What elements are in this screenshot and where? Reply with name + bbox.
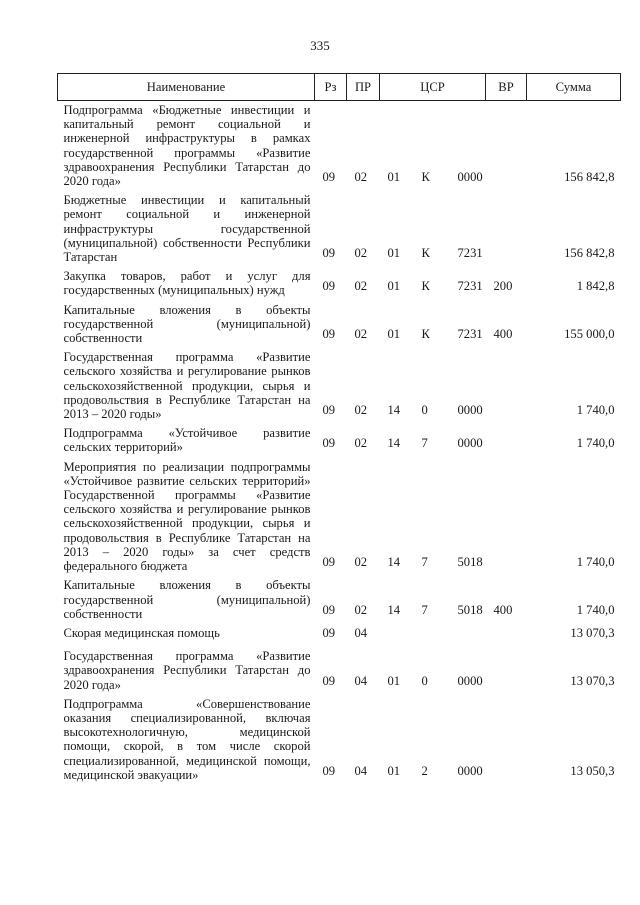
row-rz: 09: [322, 246, 336, 261]
table-row: [58, 264, 621, 297]
row-vr: [486, 455, 527, 574]
row-pr: 02: [354, 555, 368, 570]
row-sum: 1 740,0: [576, 555, 615, 570]
table-row: [58, 692, 621, 782]
header-vr: ВР: [486, 74, 527, 101]
row-pr: 04: [354, 673, 368, 688]
row-csr-program: 01: [387, 170, 401, 185]
row-csr-subprogram: 7: [421, 436, 428, 451]
row-csr-direction: 0000: [457, 673, 483, 688]
row-csr-direction: 5018: [457, 555, 483, 570]
row-vr: [486, 421, 527, 454]
row-name: Мероприятия по реализации подпрограммы «Устойчивое развитие сельских территорий» Государственной программы «Развитие сельского хозяйства и регулирование рынков сельскохозяйственной продукции, сырья и продовольствия в Республике Татарстан на 2013 – 2020 годы» за счет средств федерального бюджета: [63, 459, 311, 574]
header-sum: Сумма: [527, 74, 621, 101]
row-vr: 200: [493, 279, 513, 294]
row-name: Подпрограмма «Устойчивое развитие сельских территорий»: [63, 426, 311, 455]
row-csr-direction: [438, 621, 486, 644]
row-rz: 09: [322, 673, 336, 688]
table-row: [58, 644, 621, 692]
row-csr-program: 14: [387, 436, 401, 451]
row-csr-program: 01: [387, 763, 401, 778]
row-pr: 04: [354, 763, 368, 778]
header-name: Наименование: [58, 74, 315, 101]
table-row: [58, 573, 621, 621]
row-pr: 02: [354, 602, 368, 617]
row-csr-subprogram: К: [421, 279, 430, 294]
row-name: Подпрограмма «Бюджетные инвестиции и капитальный ремонт социальной и инженерной инфраструктуры в рамках государственной программы «Развитие здравоохранения Республики Татарстан до 2020 года»: [63, 103, 311, 189]
row-vr: [486, 101, 527, 189]
table-header-row: [58, 74, 621, 101]
row-name: Капитальные вложения в объекты государственной (муниципальной) собственности: [63, 302, 311, 346]
row-csr-program: [380, 621, 414, 644]
row-vr: 400: [493, 327, 513, 342]
budget-table: [57, 73, 621, 782]
row-rz: 09: [322, 279, 336, 294]
row-csr-direction: 0000: [457, 170, 483, 185]
row-csr-program: 01: [387, 246, 401, 261]
row-name: Капитальные вложения в объекты государственной (муниципальной) собственности: [63, 578, 311, 621]
row-name: Закупка товаров, работ и услуг для государственных (муниципальных) нужд: [63, 269, 311, 298]
row-vr: 400: [493, 602, 513, 617]
row-csr-subprogram: К: [421, 327, 430, 342]
table-row: [58, 621, 621, 644]
row-pr: 02: [354, 246, 368, 261]
row-csr-subprogram: 2: [421, 763, 428, 778]
row-sum: 1 740,0: [576, 602, 615, 617]
row-pr: 02: [354, 170, 368, 185]
row-csr-direction: 7231: [457, 279, 483, 294]
row-csr-direction: 7231: [457, 327, 483, 342]
row-csr-direction: 7231: [457, 246, 483, 261]
row-csr-subprogram: К: [421, 246, 430, 261]
row-csr-program: 14: [387, 602, 401, 617]
row-pr: 02: [354, 436, 368, 451]
header-rz: Рз: [315, 74, 347, 101]
table-row: [58, 188, 621, 264]
row-sum: 156 842,8: [564, 246, 615, 261]
row-sum: 1 740,0: [576, 436, 615, 451]
row-rz: 09: [322, 625, 336, 640]
row-pr: 02: [354, 403, 368, 418]
row-csr-direction: 0000: [457, 436, 483, 451]
row-sum: 13 070,3: [570, 673, 615, 688]
row-csr-subprogram: 0: [421, 673, 428, 688]
row-vr: [486, 692, 527, 782]
row-csr-program: 14: [387, 403, 401, 418]
table-row: [58, 101, 621, 189]
row-rz: 09: [322, 602, 336, 617]
row-vr: [486, 345, 527, 421]
row-vr: [486, 644, 527, 692]
row-pr: 02: [354, 279, 368, 294]
row-rz: 09: [322, 170, 336, 185]
row-csr-direction: 0000: [457, 763, 483, 778]
row-pr: 02: [354, 327, 368, 342]
row-sum: 1 842,8: [576, 279, 615, 294]
row-rz: 09: [322, 555, 336, 570]
row-csr-subprogram: 7: [421, 602, 428, 617]
row-rz: 09: [322, 763, 336, 778]
row-csr-subprogram: 7: [421, 555, 428, 570]
row-csr-subprogram: 0: [421, 403, 428, 418]
row-name: Государственная программа «Развитие здравоохранения Республики Татарстан до 2020 года»: [63, 649, 311, 692]
header-csr: ЦСР: [380, 74, 486, 101]
row-rz: 09: [322, 403, 336, 418]
row-csr-program: 01: [387, 327, 401, 342]
row-sum: 156 842,8: [564, 170, 615, 185]
row-csr-direction: 0000: [457, 403, 483, 418]
row-rz: 09: [322, 436, 336, 451]
table-row: [58, 421, 621, 454]
table-row: [58, 298, 621, 346]
table-row: [58, 345, 621, 421]
row-rz: 09: [322, 327, 336, 342]
row-sum: 13 050,3: [570, 763, 615, 778]
row-csr-program: 01: [387, 673, 401, 688]
row-csr-subprogram: [414, 621, 438, 644]
row-csr-program: 01: [387, 279, 401, 294]
page-number: 335: [310, 38, 330, 53]
row-name: Скорая медицинская помощь: [63, 625, 220, 640]
row-sum: 1 740,0: [576, 403, 615, 418]
row-name: Подпрограмма «Совершенствование оказания специализированной, включая высокотехнологичную, медицинской помощи, скорой, в том числе скорой специализированной, медицинской помощи, медицинской эвакуации»: [63, 696, 311, 782]
row-sum: 155 000,0: [564, 327, 615, 342]
row-csr-direction: 5018: [457, 602, 483, 617]
table-row: [58, 455, 621, 574]
row-csr-subprogram: К: [421, 170, 430, 185]
row-vr: [486, 188, 527, 264]
row-name: Государственная программа «Развитие сельского хозяйства и регулирование рынков сельскохозяйственной продукции, сырья и продовольствия в Республике Татарстан на 2013 – 2020 годы»: [63, 350, 311, 422]
header-pr: ПР: [347, 74, 380, 101]
row-csr-program: 14: [387, 555, 401, 570]
row-pr: 04: [354, 625, 368, 640]
row-sum: 13 070,3: [570, 625, 615, 640]
row-vr: [486, 621, 527, 644]
row-name: Бюджетные инвестиции и капитальный ремонт социальной и инженерной инфраструктуры государственной (муниципальной) собственности Республики Татарстан: [63, 193, 311, 265]
